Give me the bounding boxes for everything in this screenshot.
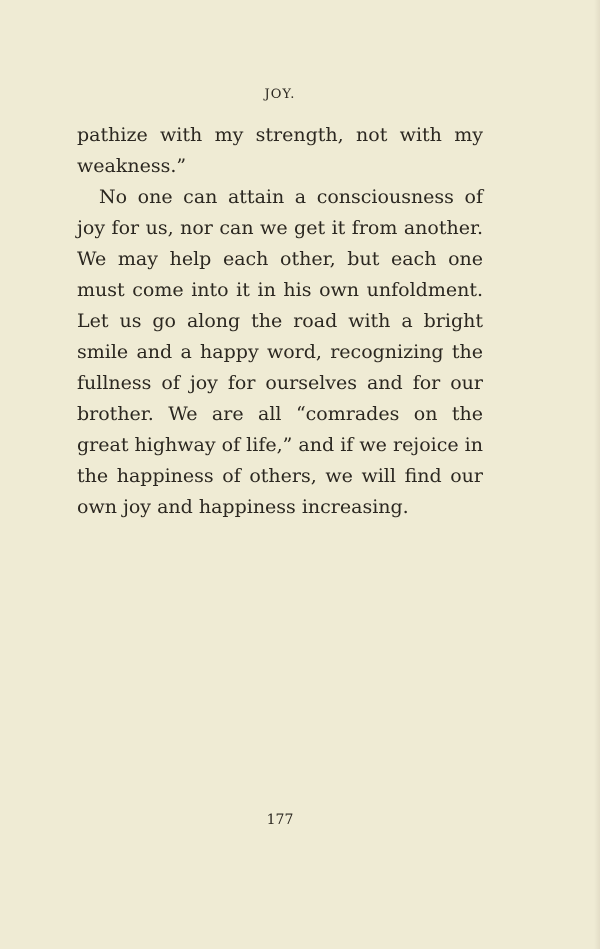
body-text bbox=[77, 120, 483, 523]
running-head: JOY. bbox=[264, 87, 296, 102]
paragraph: No one can attain a consciousness of joy for us, nor can we get it from another. We may help each other, but each one must come into it in his own unfoldment. Let us go along the road with a bright smile and a happy word, recognizing the fullness of joy for ourselves and for our brother. We are all “comrades on the great highway of life,” and if we rejoice in the happiness of others, we will find our own joy and happiness increasing. bbox=[77, 186, 483, 518]
page-number: 177 bbox=[266, 812, 294, 828]
paragraph-continued: pathize with my strength, not with my weakness.” bbox=[77, 124, 483, 177]
page-edge-shadow bbox=[594, 0, 600, 949]
